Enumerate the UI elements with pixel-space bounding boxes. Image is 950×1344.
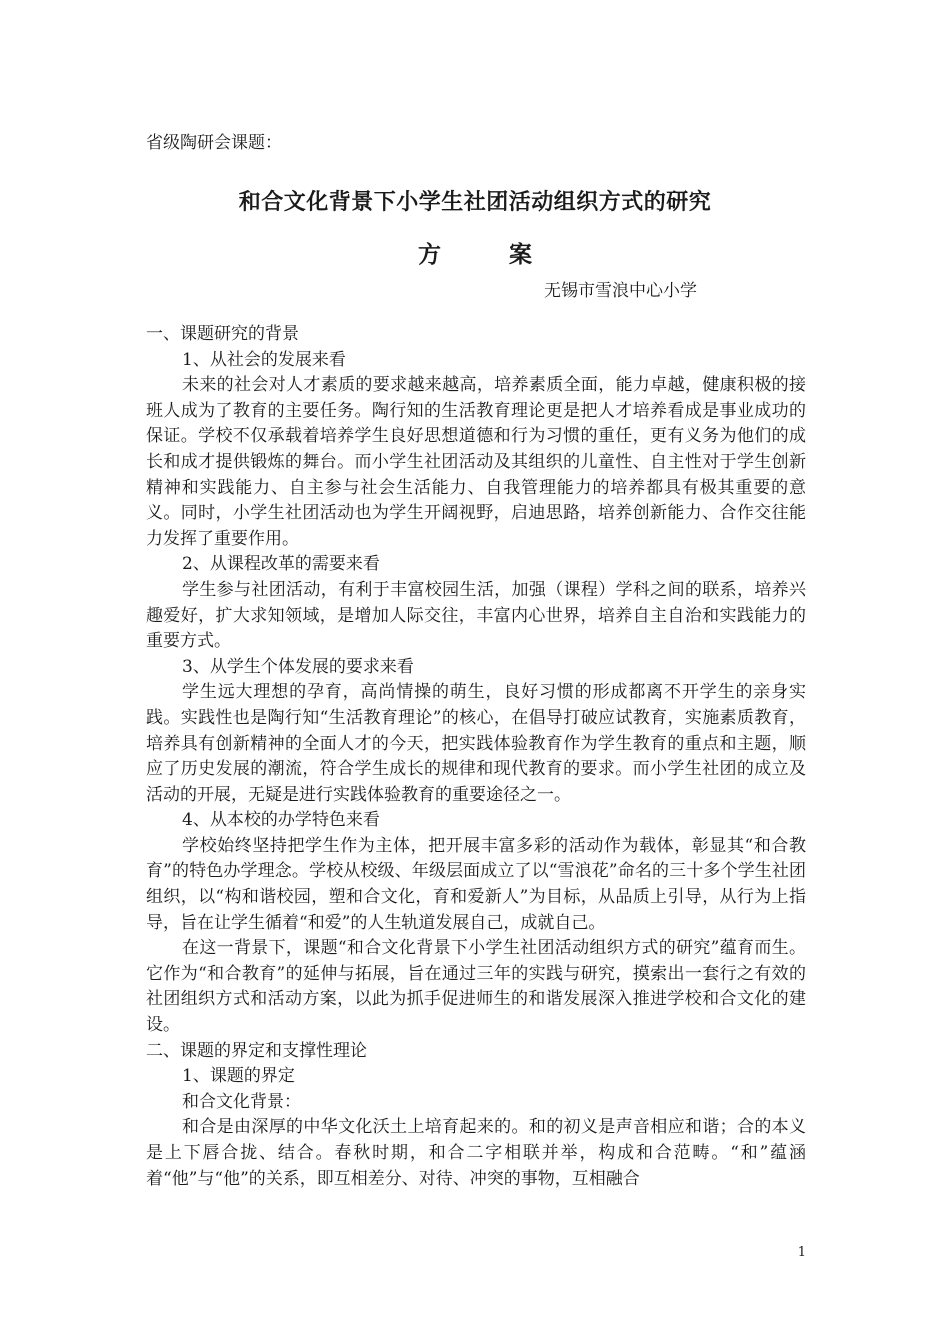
document-subtitle bbox=[0, 236, 950, 269]
subsection-label: 和合文化背景： bbox=[182, 1091, 301, 1112]
header-note: 省级陶研会课题： bbox=[146, 133, 282, 153]
subsection-heading: 4、从本校的办学特色来看 bbox=[182, 810, 380, 831]
subsection-heading: 2、从课程改革的需要来看 bbox=[182, 554, 380, 575]
subtitle-char-1: 方 bbox=[418, 242, 441, 268]
paragraph: 未来的社会对人才素质的要求越来越高，培养素质全面，能力卓越，健康积极的接班人成为了教育的主要任务。陶行知的生活教育理论更是把人才培养看成是事业成功的保证。学校不仅承载着培养学生良好思想道德和行为习惯的重任，更有义务为他们的成长和成才提供锻炼的舞台。而小学生社团活动及其组织的儿童性、自主性对于学生创新精神和实践能力、自主参与社会生活能力、自我管理能力的培养都具有极其重要的意义。同时，小学生社团活动也为学生开阔视野，启迪思路，培养创新能力、合作交往能力发挥了重要作用。 bbox=[146, 375, 806, 549]
subsection-heading: 1、课题的界定 bbox=[182, 1066, 295, 1087]
author-line: 无锡市雪浪中心小学 bbox=[544, 281, 697, 301]
paragraph: 在这一背景下，课题“和合文化背景下小学生社团活动组织方式的研究”蕴育而生。它作为“和合教育”的延伸与拓展，旨在通过三年的实践与研究，摸索出一套行之有效的社团组织方式和活动方案，以此为抓手促进师生的和谐发展深入推进学校和合文化的建设。 bbox=[146, 938, 806, 1036]
section-heading: 二、课题的界定和支撑性理论 bbox=[146, 1040, 367, 1061]
paragraph: 学生远大理想的孕育，高尚情操的萌生，良好习惯的形成都离不开学生的亲身实践。实践性也是陶行知“生活教育理论”的核心，在倡导打破应试教育，实施素质教育，培养具有创新精神的全面人才的今天，把实践体验教育作为学生教育的重点和主题，顺应了历史发展的潮流，符合学生成长的规律和现代教育的要求。而小学生社团的成立及活动的开展，无疑是进行实践体验教育的重要途径之一。 bbox=[146, 682, 806, 805]
document-title: 和合文化背景下小学生社团活动组织方式的研究 bbox=[238, 190, 712, 215]
subtitle-char-2: 案 bbox=[509, 242, 532, 268]
page-number: 1 bbox=[797, 1245, 806, 1260]
section-heading: 一、课题研究的背景 bbox=[146, 324, 299, 344]
subsection-heading: 3、从学生个体发展的要求来看 bbox=[182, 656, 414, 677]
document-body bbox=[146, 322, 806, 1192]
paragraph: 学校始终坚持把学生作为主体，把开展丰富多彩的活动作为载体，彰显其“和合教育”的特色办学理念。学校从校级、年级层面成立了以“雪浪花”命名的三十多个学生社团组织，以“构和谐校园，塑和合文化，育和爱新人”为目标，从品质上引导，从行为上指导，旨在让学生循着“和爱”的人生轨道发展自己，成就自己。 bbox=[146, 835, 806, 933]
paragraph: 和合是由深厚的中华文化沃土上培育起来的。和的初义是声音相应和谐；合的本义是上下唇合拢、结合。春秋时期，和合二字相联并举，构成和合范畴。“和”蕴涵着“他”与“他”的关系，即互相差分、对待、冲突的事物，互相融合 bbox=[146, 1117, 806, 1189]
paragraph: 学生参与社团活动，有利于丰富校园生活，加强（课程）学科之间的联系，培养兴趣爱好，扩大求知领域，是增加人际交往，丰富内心世界，培养自主自治和实践能力的重要方式。 bbox=[146, 579, 806, 652]
subsection-heading: 1、从社会的发展来看 bbox=[182, 349, 346, 370]
